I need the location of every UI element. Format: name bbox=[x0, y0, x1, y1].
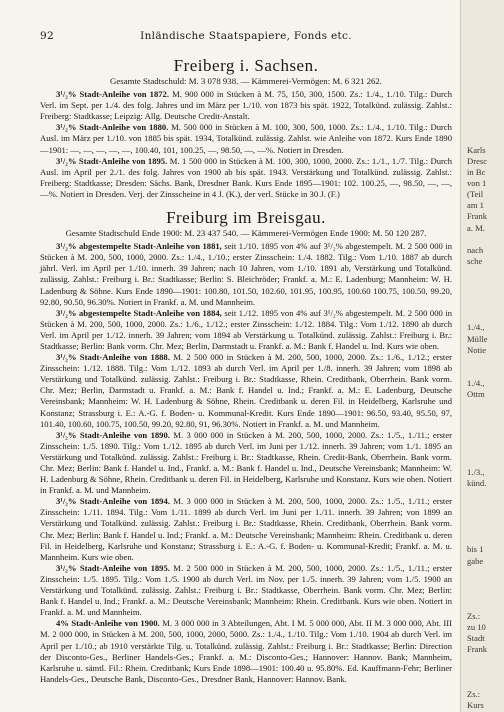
adjacent-page-fragment: Frank bbox=[467, 211, 488, 222]
running-title: Inländische Staatspapiere, Fonds etc. bbox=[140, 30, 352, 42]
bond-entry bbox=[40, 122, 452, 155]
adjacent-page-fragment: Kurs bbox=[467, 699, 484, 710]
bond-entry bbox=[40, 156, 452, 200]
bond-entry-heading: 4% Stadt-Anleihe von 1900. bbox=[56, 618, 160, 629]
bond-entry-heading: 3¹/₂% Stadt-Anleihe von 1888. bbox=[56, 352, 170, 363]
bond-entry bbox=[40, 496, 452, 563]
section-gap bbox=[40, 200, 452, 208]
adjacent-page-fragment: Frank bbox=[467, 644, 488, 655]
bond-entry-text: M. 3 000 000 in Stücken à M. 200, 500, 1000, 2000. Zs.: 1./5., 1./11.; erster Zinsschein: 1./11. 1894. Tilg.: Vom 1./11. 1899 ab durch Verl. im Juni per 1./11. innerh. 39 Jahren; von 1899 an Verstärkung und Totalkünd. zulässig. Zahlst.: Freiburg i. Br.: Stadtkasse, Rhein. Creditbank, Oberrhein. Bank vorm. Chr. Mez; Berlin: Bank f. Handel u. Ind.; Frankf. a. M.: Deutsche Vereinsbank; Mannheim: Rhein. Creditbank u. deren Fil. in Heidelberg, Karlsruhe und Konstanz; Strassburg i. E.: A.-G. f. Boden- u. Kommunal-Kredit; Frankf. a. M. u. Mannheim. Kurs wie oben. bbox=[40, 496, 452, 562]
bond-entry-text: M. 3 000 000 in Stücken à M. 200, 500, 1000, 2000. Zs.: 1./5., 1./11.; erster Zinsschein: 1./5. 1890. Tilg.: Vom 1./12. 1895 ab durch Verl. im Juni per 1./12. innerh. 39 Jahren; vom 1./1. 1895 an Verstärkung und Totalkünd. zulässig. Zahlst.: Freiburg i. Br.: Stadtkasse, Rhein. Credit-Bank, Oberrhein. Bank vorm. Chr. Mez; Berlin: Bank f. Handel u. Ind., Frankf. a. M.: Bank f. Handel u. Ind., Deutsche Vereinsbank; Mannheim: W. H. Ladenburg & Söhne, Rhein. Creditbank u. deren Fil. in Heidelberg, Karlsruhe und Konstanz. Kurs wie oben. Notiert in Frankf. a. M. und Mannheim. bbox=[40, 429, 452, 496]
adjacent-page-fragment: gabe bbox=[467, 555, 484, 566]
bond-entry-text: M. 900 000 in Stücken à M. 75, 150, 300, 1500. Zs.: 1./4., 1./10. Tilg.: Durch Verl. im Sept. per 1./4. des folg. Jahres und im März per 1./10. von 1873 bis spät. 1922, Totalkünd. zulässig. Zahlst.: Freiberg: Stadtkasse; Leipzig: Allg. Deutsche Credit-Anstalt. bbox=[40, 89, 452, 122]
bond-entry-text: M. 500 000 in Stücken à M. 100, 300, 500, 1000. Zs.: 1./4., 1./10. Tilg.: Durch Ausl. im März per 1./10. von 1885 bis spät. 1934, Totalkünd. zulässig. Zahlst. wie Anleihe von 1872. Kurs Ende 1890—1901: —, —, —, —, —, 100.40, 101, 100.25, —, 98.50, —, —%. Notiert in Dresden. bbox=[40, 122, 452, 155]
bond-entry-text: M. 3 000 000 in 3 Abteilungen, Abt. I M. 5 000 000, Abt. II M. 3 000 000, Abt. III M. 2 000 000, in Stücken à M. 200, 500, 1000, 2000, 5000. Zs.: 1./4., 1./10. Tilg.: Vom 1./10. 1904 ab durch Verl. im April per 1./10.; ab 1910 verstärkte Tilg. u. Totalkünd. zulässig. Zahlst.: Freiburg i. Br.: Stadtkasse; Berlin: Direction der Disconto-Ges., Berliner Handels-Ges.; Frankf. a. M.: Disconto-Ges.; Hannover: Hannov. Bank; Mannheim, Karlsruhe u. sämtl. Fil.: Rhein. Creditbank; Kurs Ende 1898—1901: 100.40 u. 95.80%. Ed. Kauffmann-Fehr; Berliner Handels-Ges., Deutsche Bank, Disconto-Ges., Dresdner Bank, Hannover: Hannov. Bank. bbox=[40, 618, 452, 684]
adjacent-page-fragment: Zs.: bbox=[467, 611, 481, 621]
bond-entry-heading: 3¹/₂% Stadt-Anleihe von 1895. bbox=[56, 562, 170, 573]
adjacent-page-fragment: (Teil bbox=[467, 189, 484, 200]
bond-entry bbox=[40, 352, 452, 430]
bond-entry-text: seit 1./12. 1895 von 4% auf 3¹/₂% abgestempelt. M. 2 500 000 in Stücken à M. 200, 500, 1000, 2000. Zs.: 1./6., 1./12.; erster Zinsschein: 1./12. 1884. Tilg.: Vom 1./12. 1890 ab durch Verl. im April per 1./12. innerh. 39 Jahren; vom 1894 ab Verstärkung u. Totalkünd. zulässig. Zahlst.: Freiburg i. Br.: Stadtkasse; Berlin: Bank vorm. Chr. Mez; Berlin, Darmstadt u. Frankf. a. M.: Bank f. Handel u. Ind. Kurs wie oben. bbox=[40, 307, 453, 351]
adjacent-page-fragment: a. M. bbox=[467, 222, 485, 233]
bond-entry bbox=[40, 430, 452, 497]
section-title: Freiburg im Breisgau. bbox=[166, 208, 326, 228]
page-content bbox=[40, 56, 452, 685]
adjacent-page-fragment: zu 10 bbox=[467, 622, 486, 633]
bond-entry-text: seit 1./10. 1895 von 4% auf 3¹/₂% abgestempelt. M. 2 500 000 in Stücken à M. 200, 500, 1000, 2000. Zs.: 1./4., 1./10.; erster Zinsschein: 1./4. 1882. Tilg.: Vom 1./10. 1887 ab durch jährl. Verl. im April per 1./10. innerh. 39 Jahren; nach 10 Jahren, vom 1./10. 1891 ab, Verstärkung und Totalkünd. zulässig. Zahlst.: Freiburg i. Br.: Stadtkasse; Berlin: S. Bleichröder; Frankf. a. M.: E. Ladenburg; Mannheim: W. H. Ladenburg & Söhne. Kurs Ende 1890—1901: 100.80, 101.50, 102.60, 101.95, 100.95, 100.60 100.75, 100.50, 99.20, 92.80, 90.50, 96.30%. Notiert in Frankf. a. M. und Mannheim. bbox=[40, 241, 453, 307]
adjacent-page-fragment: künd. bbox=[467, 477, 487, 488]
adjacent-page-fragment: von 1 bbox=[467, 178, 487, 189]
adjacent-page-fragment: Ottm bbox=[467, 389, 485, 399]
bond-entry-heading: 3¹/₂% Stadt-Anleihe von 1894. bbox=[56, 496, 170, 507]
section-summary: Gesamte Stadtschuld Ende 1900: M. 23 437 540. — Kämmerei-Vermögen Ende 1900: M. 50 120 287. bbox=[65, 228, 427, 239]
bond-entry bbox=[40, 89, 452, 122]
bond-entry-heading: 3¹/₂% Stadt-Anleihe von 1880. bbox=[56, 122, 169, 133]
bond-entry-heading: 3¹/₂% Stadt-Anleihe von 1895. bbox=[56, 155, 168, 166]
adjacent-page-fragment: bis 1 bbox=[467, 544, 484, 555]
adjacent-page-fragment: Mülle bbox=[467, 333, 488, 344]
page-number: 92 bbox=[40, 30, 54, 42]
section-title: Freiberg i. Sachsen. bbox=[173, 56, 319, 75]
bond-entry-text: M. 2 500 000 in Stücken à M. 200, 500, 1000, 2000. Zs.: 1./6., 1./12.; erster Zinsschein: 1./12. 1888. Tilg.: Vom 1./12. 1893 ab durch Verl. im April per 1./8. innerh. 39 Jahren; vom 1898 ab Verstärkung und Totalkünd. zulässig. Zahlst.: Freiburg i. Br.: Stadtkasse, Rhein. Creditbank, Oberrhein. Bank vorm. Chr. Mez; Berlin, Darmstadt u. Frankf. a. M.: Bank f. Handel u. Ind.; Frankf. a. M.: E. Ladenburg, Deutsche Vereinsbank; Mannheim: W. H. Ladenburg & Söhne, Rhein. Creditbank u. deren Fil. in Heidelberg, Karlsruhe und Konstanz; Strassburg i. E.: A.-G. f. Boden- u. Kommunal-Kredit. Kurs Ende 1890—1901: 96.50, 93.40, 95.50, 97, 101.40, 100.60, 100.75, 100.50, 99.20, 92.80, 91, 96.30%. Notiert in Frankf. a. M. und Mannheim. bbox=[40, 352, 452, 429]
section-summary: Gesamte Stadtschuld: M. 3 078 938. — Kämmerei-Vermögen: M. 6 321 262. bbox=[110, 76, 382, 86]
adjacent-page-fragment: in Bc bbox=[467, 167, 486, 177]
adjacent-page-fragment: sche bbox=[467, 255, 483, 266]
adjacent-page-fragment: Zs.: bbox=[467, 688, 481, 699]
page-header bbox=[40, 30, 452, 46]
adjacent-page-fragment: Notie bbox=[467, 344, 487, 355]
bond-entry-text: M. 1 500 000 in Stücken à M. 100, 300, 1000, 2000. Zs.: 1./1., 1./7. Tilg.: Durch Ausl. im April per 2./1. des folg. Jahres von 1900 ab bis spät. 1943. Verstärkung und Totalkünd. zulässig. Zahlst.: Freiberg: Stadtkasse; Dresden: Sächs. Bank, Dresdner Bank. Kurs Ende 1895—1901: 102. 100.25, —, 98.50, —, —, —%. Notiert in Dresden. Verj. der Zinsscheine in 4 J. (K.), der verl. Stücke in 30 J. (F.) bbox=[40, 155, 453, 199]
adjacent-page-fragment: Dresc bbox=[467, 155, 488, 166]
bond-entry-heading: 3¹/₂% abgestempelte Stadt-Anleihe von 1884, bbox=[56, 307, 222, 318]
adjacent-page-fragment: 1./4., bbox=[467, 322, 485, 333]
adjacent-page-strip bbox=[461, 0, 504, 712]
bond-entry bbox=[40, 241, 452, 308]
adjacent-page-fragment: Stadt bbox=[467, 633, 485, 644]
adjacent-page-fragment: Karls bbox=[467, 144, 486, 155]
adjacent-page-fragment: nach bbox=[467, 244, 484, 255]
bond-entry-heading: 3¹/₂% Stadt-Anleihe von 1890. bbox=[56, 429, 170, 440]
bond-entry bbox=[40, 308, 452, 352]
bond-entry-heading: 3¹/₂% Stadt-Anleihe von 1872. bbox=[56, 89, 169, 100]
bond-entry bbox=[40, 563, 452, 618]
bond-entry-heading: 3¹/₂% abgestempelte Stadt-Anleihe von 1881, bbox=[56, 241, 222, 252]
adjacent-page-fragment: 1./4., bbox=[467, 377, 485, 388]
bond-entry-text: M. 2 500 000 in Stücken à M. 200, 500, 1000, 2000. Zs.: 1./5., 1./11.; erster Zinsschein: 1./5. 1895. Tilg.: Vom 1./5. 1900 ab durch Verl. im Nov. per 1./5. innerh. 39 Jahren; vom 1./5. 1900 an Verstärkung und Totalkünd. zulässig. Zahlst.: Freiburg i. Br.: Stadtkasse, Oberrhein. Bank vorm. Chr. Mez; Berlin: Bank f. Handel u. Ind.; Frankf. a. M.: Deutsche Vereinsbank; Mannheim: Rhein. Creditbank. Kurs wie oben. Notiert in Frankf. a. M. und Mannheim. bbox=[40, 562, 452, 618]
bond-entry bbox=[40, 618, 452, 685]
adjacent-page-fragment: 1./3., bbox=[467, 466, 485, 477]
adjacent-page-fragment: am 1 bbox=[467, 200, 484, 211]
